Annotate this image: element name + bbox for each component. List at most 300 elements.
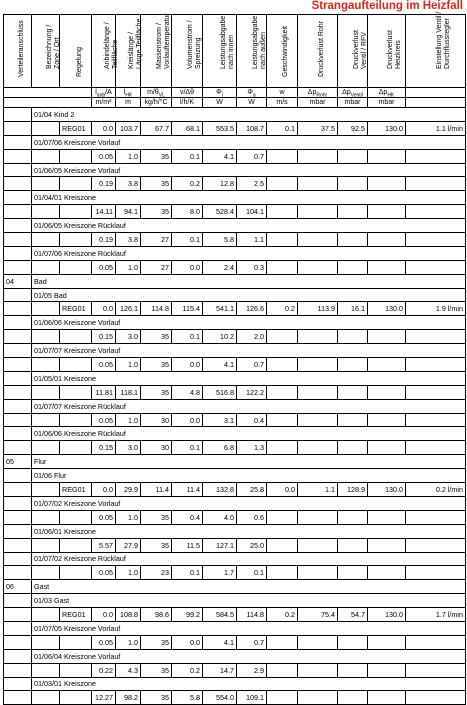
value-cell: [267, 691, 298, 705]
value-cell: 130.0: [368, 302, 406, 316]
value-cell: 132.8: [203, 483, 237, 497]
row-indent: [32, 538, 60, 552]
row-indent: [32, 566, 60, 580]
value-cell: 4.1: [203, 635, 237, 649]
value-cell: [298, 177, 338, 191]
row-indent: [32, 121, 60, 135]
value-cell: 114.8: [237, 608, 267, 622]
value-cell: 11.5: [172, 538, 203, 552]
table-row: [4, 385, 466, 399]
table-row: [4, 427, 466, 441]
table-row: [4, 399, 466, 413]
symbol-cell: $m/\theta_{VL}$: [141, 88, 172, 98]
value-cell: 35: [141, 385, 172, 399]
value-cell: 0.1: [237, 566, 267, 580]
value-cell: 75.4: [298, 608, 338, 622]
row-indent: [32, 260, 60, 274]
value-cell: [368, 635, 406, 649]
table-row: [4, 288, 466, 302]
row-indent: [4, 149, 32, 163]
value-cell: [368, 510, 406, 524]
value-cell: 35: [141, 510, 172, 524]
row-indent: [4, 594, 32, 608]
row-indent: [4, 163, 32, 177]
column-header: [203, 15, 237, 88]
regelung-cell: [60, 385, 92, 399]
room-name: Bad: [32, 274, 466, 288]
zone-label: 01/06/05 Kreiszone Vorlauf: [32, 163, 466, 177]
value-cell: 127.1: [203, 538, 237, 552]
row-indent: [32, 413, 60, 427]
column-header-label: Verteileranschluss: [17, 20, 25, 77]
value-cell: 30: [141, 441, 172, 455]
value-cell: 11.4: [141, 483, 172, 497]
value-cell: [298, 205, 338, 219]
value-cell: 27: [141, 233, 172, 247]
value-cell: 1.9 l/min: [406, 302, 466, 316]
value-cell: 1.7: [203, 566, 237, 580]
row-indent: [4, 302, 32, 316]
table-row: [4, 274, 466, 288]
column-header: [338, 15, 368, 88]
regelung-cell: REG01: [60, 302, 92, 316]
unit-blank: [406, 98, 466, 108]
regelung-cell: [60, 663, 92, 677]
value-cell: 25.8: [237, 483, 267, 497]
table-row: [4, 635, 466, 649]
unit-cell: l/h/K: [172, 98, 203, 108]
value-cell: 27: [141, 260, 172, 274]
value-cell: 130.0: [368, 608, 406, 622]
table-row: [4, 316, 466, 330]
value-cell: 0.0: [172, 260, 203, 274]
row-indent: [32, 330, 60, 344]
row-indent: [4, 233, 32, 247]
row-indent: [4, 566, 32, 580]
value-cell: [338, 413, 368, 427]
row-indent: [32, 358, 60, 372]
table-row: [4, 330, 466, 344]
value-cell: [298, 691, 338, 705]
value-cell: [368, 691, 406, 705]
table-row: [4, 233, 466, 247]
zone-label: 01/05 Bad: [32, 288, 466, 302]
value-cell: 0.2: [267, 608, 298, 622]
value-cell: [368, 538, 406, 552]
strang-table: [3, 11, 466, 705]
value-cell: 23: [141, 566, 172, 580]
value-cell: 99.2: [172, 608, 203, 622]
value-cell: [368, 149, 406, 163]
value-cell: 67.7: [141, 121, 172, 135]
value-cell: 37.5: [298, 121, 338, 135]
value-cell: [406, 177, 466, 191]
value-cell: 122.2: [237, 385, 267, 399]
value-cell: [338, 358, 368, 372]
row-indent: [32, 441, 60, 455]
value-cell: 12.8: [203, 177, 237, 191]
value-cell: 1.7 l/min: [406, 608, 466, 622]
row-indent: [4, 621, 32, 635]
value-cell: [338, 441, 368, 455]
row-indent: [32, 510, 60, 524]
value-cell: 1.0: [116, 149, 141, 163]
value-cell: 4.3: [116, 663, 141, 677]
regelung-cell: [60, 566, 92, 580]
value-cell: 94.1: [116, 205, 141, 219]
row-indent: [4, 663, 32, 677]
value-cell: 54.7: [338, 608, 368, 622]
value-cell: 98.2: [116, 691, 141, 705]
value-cell: 0.2: [172, 663, 203, 677]
room-number: 05: [4, 455, 32, 469]
regelung-cell: [60, 413, 92, 427]
value-cell: [368, 233, 406, 247]
value-cell: 35: [141, 205, 172, 219]
value-cell: 115.4: [172, 302, 203, 316]
value-cell: [406, 358, 466, 372]
value-cell: [406, 413, 466, 427]
row-indent: [32, 663, 60, 677]
value-cell: 0.4: [237, 413, 267, 427]
symbol-cell: v/Δθ: [172, 88, 203, 98]
room-name: Flur: [32, 455, 466, 469]
value-cell: [368, 205, 406, 219]
table-row: [4, 371, 466, 385]
value-cell: [298, 330, 338, 344]
unit-row: [4, 98, 466, 108]
row-indent: [4, 288, 32, 302]
regelung-cell: REG01: [60, 608, 92, 622]
value-cell: 0.05: [92, 510, 116, 524]
value-cell: [267, 205, 298, 219]
table-row: [4, 441, 466, 455]
zone-label: 01/05/01 Kreiszone: [32, 371, 466, 385]
value-cell: 3.0: [116, 441, 141, 455]
table-row: [4, 691, 466, 705]
value-cell: [267, 635, 298, 649]
regelung-cell: [60, 149, 92, 163]
value-cell: 109.1: [237, 691, 267, 705]
regelung-cell: REG01: [60, 121, 92, 135]
value-cell: 0.05: [92, 413, 116, 427]
column-header: [60, 15, 92, 88]
value-cell: [406, 260, 466, 274]
table-row: [4, 205, 466, 219]
value-cell: 0.19: [92, 177, 116, 191]
table-row: [4, 538, 466, 552]
value-cell: 1.0: [116, 358, 141, 372]
row-indent: [4, 441, 32, 455]
value-cell: [368, 385, 406, 399]
symbol-cell: $l_{anb}/A$: [92, 88, 116, 98]
row-indent: [4, 608, 32, 622]
column-header: [172, 15, 203, 88]
value-cell: 27.9: [116, 538, 141, 552]
value-cell: 0.1: [172, 330, 203, 344]
zone-label: 01/07/06 Kreiszone Vorlauf: [32, 135, 466, 149]
regelung-cell: [60, 538, 92, 552]
value-cell: 2.0: [237, 330, 267, 344]
column-header-label: Kreislänge / Länge Teilfläche: [128, 18, 143, 69]
zone-label: 01/06/06 Kreiszone Rücklauf: [32, 427, 466, 441]
value-cell: [368, 413, 406, 427]
regelung-cell: [60, 691, 92, 705]
row-indent: [4, 538, 32, 552]
zone-label: 01/06/06 Kreiszone Vorlauf: [32, 316, 466, 330]
value-cell: [338, 663, 368, 677]
value-cell: 0.19: [92, 233, 116, 247]
table-row: [4, 663, 466, 677]
row-indent: [4, 649, 32, 663]
value-cell: 0.1: [172, 566, 203, 580]
value-cell: [298, 663, 338, 677]
zone-label: 01/04 Kind 2: [32, 108, 466, 122]
value-cell: 0.0: [92, 302, 116, 316]
unit-cell: mbar: [338, 98, 368, 108]
value-cell: 584.5: [203, 608, 237, 622]
column-header-label: Volumenstrom / Spreizung: [187, 20, 202, 69]
table-row: [4, 135, 466, 149]
value-cell: 98.6: [141, 608, 172, 622]
value-cell: 6.8: [203, 441, 237, 455]
room-number: 06: [4, 580, 32, 594]
regelung-cell: [60, 510, 92, 524]
value-cell: [368, 177, 406, 191]
row-indent: [4, 413, 32, 427]
zone-label: 01/07/07 Kreiszone Vorlauf: [32, 344, 466, 358]
value-cell: 4.8: [172, 385, 203, 399]
row-indent: [32, 483, 60, 497]
value-cell: 528.4: [203, 205, 237, 219]
row-indent: [4, 399, 32, 413]
value-cell: [406, 233, 466, 247]
row-indent: [32, 691, 60, 705]
column-header-label: Druckverlust Rohr: [317, 20, 325, 77]
value-cell: 0.0: [92, 608, 116, 622]
value-cell: 35: [141, 663, 172, 677]
value-cell: 553.5: [203, 121, 237, 135]
value-cell: 1.1: [237, 233, 267, 247]
value-cell: 11.81: [92, 385, 116, 399]
value-cell: 1.0: [116, 260, 141, 274]
value-cell: 92.5: [338, 121, 368, 135]
value-cell: [298, 635, 338, 649]
value-cell: 0.0: [92, 483, 116, 497]
table-row: [4, 177, 466, 191]
table-row: [4, 219, 466, 233]
value-cell: 0.1: [267, 121, 298, 135]
value-cell: [267, 177, 298, 191]
value-cell: [267, 538, 298, 552]
value-cell: 541.1: [203, 302, 237, 316]
value-cell: 3.8: [116, 177, 141, 191]
value-cell: [368, 663, 406, 677]
row-indent: [4, 191, 32, 205]
value-cell: 35: [141, 635, 172, 649]
value-cell: 0.6: [237, 510, 267, 524]
row-indent: [4, 677, 32, 691]
column-header-label: Leistungsabgabe nach innen: [219, 15, 235, 69]
value-cell: 0.4: [172, 510, 203, 524]
value-cell: [406, 635, 466, 649]
value-cell: 0.05: [92, 149, 116, 163]
row-indent: [4, 385, 32, 399]
value-cell: 10.2: [203, 330, 237, 344]
row-indent: [4, 691, 32, 705]
symbol-cell: w: [267, 88, 298, 98]
value-cell: 1.0: [116, 635, 141, 649]
row-indent: [4, 371, 32, 385]
column-header-label: Massenstrom / Vorlauftemperatur: [156, 13, 171, 69]
value-cell: 104.1: [237, 205, 267, 219]
unit-cell: m: [116, 98, 141, 108]
row-indent: [4, 330, 32, 344]
row-indent: [4, 358, 32, 372]
column-header: [237, 15, 267, 88]
column-header-label: Leistungsabgabe nach außen: [251, 15, 267, 69]
row-indent: [4, 469, 32, 483]
value-cell: 0.05: [92, 635, 116, 649]
value-cell: 5.8: [203, 233, 237, 247]
value-cell: 35: [141, 330, 172, 344]
value-cell: [368, 330, 406, 344]
row-indent: [32, 205, 60, 219]
row-indent: [4, 316, 32, 330]
column-header: [116, 15, 141, 88]
value-cell: 0.0: [172, 358, 203, 372]
value-cell: 1.1: [298, 483, 338, 497]
table-row: [4, 483, 466, 497]
value-cell: [338, 205, 368, 219]
value-cell: 516.8: [203, 385, 237, 399]
value-cell: 16.1: [338, 302, 368, 316]
value-cell: 14.7: [203, 663, 237, 677]
value-cell: 35: [141, 149, 172, 163]
row-indent: [32, 302, 60, 316]
value-cell: 0.7: [237, 635, 267, 649]
column-header: [368, 15, 406, 88]
table-row: [4, 163, 466, 177]
value-cell: 0.2: [172, 177, 203, 191]
row-indent: [32, 385, 60, 399]
value-cell: 0.05: [92, 260, 116, 274]
value-cell: [267, 566, 298, 580]
value-cell: [267, 233, 298, 247]
table-row: [4, 621, 466, 635]
regelung-cell: [60, 358, 92, 372]
value-cell: [267, 358, 298, 372]
value-cell: [298, 538, 338, 552]
value-cell: 29.9: [116, 483, 141, 497]
value-cell: 12.27: [92, 691, 116, 705]
value-cell: 2.9: [237, 663, 267, 677]
zone-label: 01/04/01 Kreiszone: [32, 191, 466, 205]
column-header-label: Anbindelänge / Teilfläche: [103, 22, 119, 69]
value-cell: 0.15: [92, 330, 116, 344]
value-cell: [267, 441, 298, 455]
row-indent: [4, 121, 32, 135]
table-row: [4, 413, 466, 427]
table-row: [4, 121, 466, 135]
value-cell: [267, 510, 298, 524]
column-header: [406, 11, 466, 88]
value-cell: [298, 441, 338, 455]
value-cell: [406, 205, 466, 219]
symbol-cell: $\Phi_i$: [203, 88, 237, 98]
value-cell: 130.0: [368, 121, 406, 135]
row-indent: [4, 260, 32, 274]
column-header-label: Geschwindigkeit: [282, 26, 289, 77]
value-cell: [267, 149, 298, 163]
row-indent: [4, 344, 32, 358]
value-cell: 14.11: [92, 205, 116, 219]
symbol-cell: $\Delta p_{Ventil}$: [338, 88, 368, 98]
column-header: [92, 15, 119, 88]
value-cell: [368, 441, 406, 455]
zone-label: 01/06/05 Kreiszone Rücklauf: [32, 219, 466, 233]
unit-cell: mbar: [368, 98, 406, 108]
value-cell: 3.8: [116, 233, 141, 247]
value-cell: 0.1: [172, 441, 203, 455]
value-cell: [338, 177, 368, 191]
value-cell: [406, 330, 466, 344]
value-cell: [267, 385, 298, 399]
table-row: [4, 191, 466, 205]
value-cell: 4.0: [203, 510, 237, 524]
zone-label: 01/03/01 Kreiszone: [32, 677, 466, 691]
value-cell: 108.8: [116, 608, 141, 622]
value-cell: [368, 358, 406, 372]
table-row: [4, 246, 466, 260]
value-cell: [267, 663, 298, 677]
value-cell: [298, 233, 338, 247]
column-header: [298, 15, 338, 88]
row-indent: [4, 552, 32, 566]
symbol-blank: [406, 88, 466, 98]
table-row: [4, 496, 466, 510]
column-header: [141, 15, 172, 88]
value-cell: 2.5: [237, 177, 267, 191]
column-header-label: Druckverlust Heizkreis: [386, 30, 402, 69]
zone-label: 01/03 Gast: [32, 594, 466, 608]
regelung-cell: [60, 233, 92, 247]
column-header-label: Bezeichnung / Zone / Ort: [45, 24, 61, 69]
value-cell: [298, 510, 338, 524]
table-row: [4, 358, 466, 372]
value-cell: [406, 510, 466, 524]
symbol-cell: $\Delta p_{Rohr}$: [298, 88, 338, 98]
room-number: 04: [4, 274, 32, 288]
table-row: [4, 608, 466, 622]
value-cell: [406, 691, 466, 705]
column-header-label: Regelung: [75, 47, 83, 77]
value-cell: 35: [141, 538, 172, 552]
header-row: [4, 15, 466, 88]
column-header-label: Einstellung Ventil / Durchflussregler: [435, 11, 451, 69]
value-cell: 5.57: [92, 538, 116, 552]
value-cell: 0.3: [237, 260, 267, 274]
row-indent: [32, 233, 60, 247]
symbol-blank: [4, 88, 92, 98]
value-cell: [298, 358, 338, 372]
zone-label: 01/06/04 Kreiszone Vorlauf: [32, 649, 466, 663]
zone-label: 01/07/06 Kreiszone Rücklauf: [32, 246, 466, 260]
value-cell: 114.8: [141, 302, 172, 316]
value-cell: 0.05: [92, 358, 116, 372]
value-cell: [338, 538, 368, 552]
value-cell: 35: [141, 358, 172, 372]
